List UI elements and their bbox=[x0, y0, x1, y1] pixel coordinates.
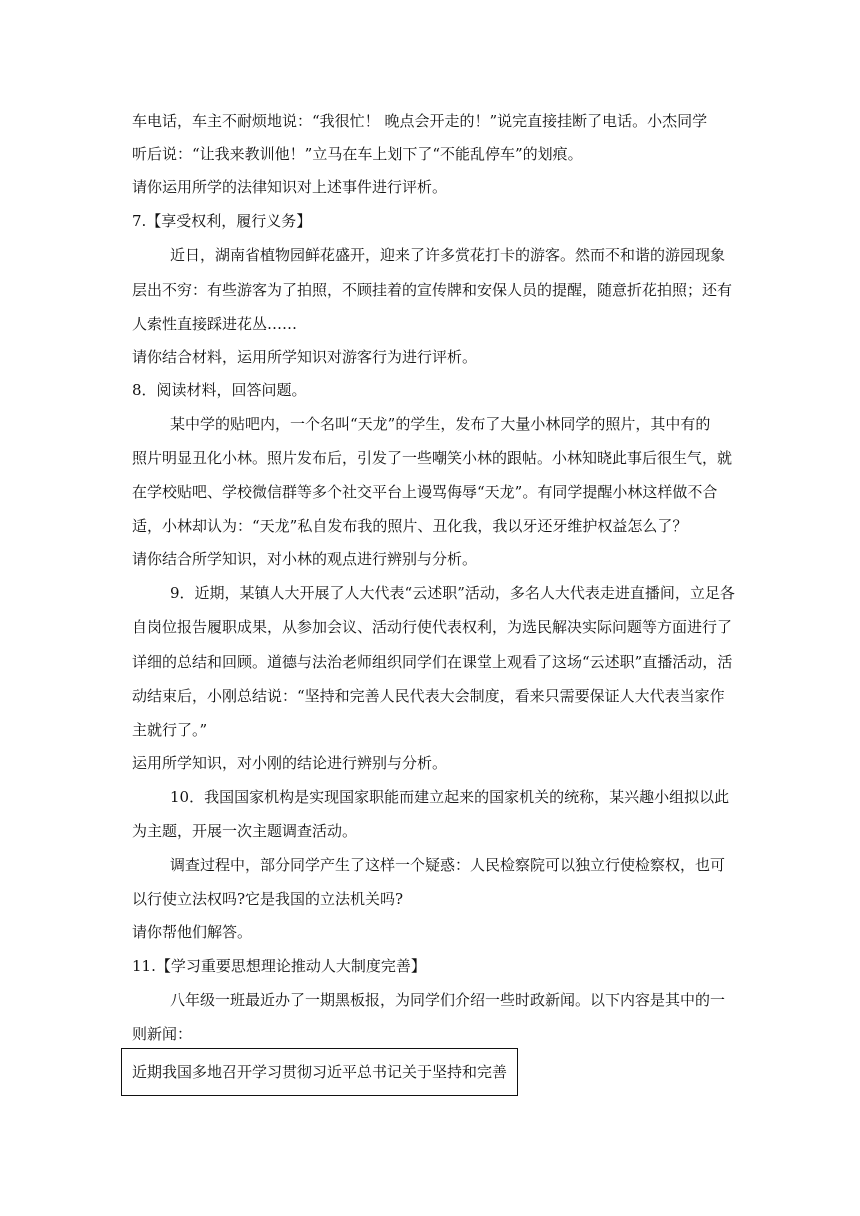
q11-text-line: 则新闻： bbox=[132, 1025, 193, 1043]
q8-text-line: 某中学的贴吧内，一个名叫“天龙”的学生，发布了大量小林同学的照片，其中有的 bbox=[170, 415, 711, 433]
q7-text-line: 近日，湖南省植物园鲜花盛开，迎来了许多赏花打卡的游客。然而不和谐的游园现象 bbox=[170, 246, 726, 264]
news-box-text: 近期我国多地召开学习贯彻习近平总书记关于坚持和完善 bbox=[132, 1063, 508, 1081]
q9-text-line: 详细的总结和回顾。道德与法治老师组织同学们在课堂上观看了这场“云述职”直播活动，活 bbox=[132, 653, 733, 671]
q9-text-line: 自岗位报告履职成果，从参加会议、活动行使代表权利，为选民解决实际问题等方面进行了 bbox=[132, 618, 733, 636]
q8-text-line: 适，小林却认为：“天龙”私自发布我的照片、丑化我，我以牙还牙维护权益怎么了？ bbox=[132, 517, 688, 535]
q9-prompt: 运用所学知识，对小刚的结论进行辨别与分析。 bbox=[132, 754, 448, 772]
q11-heading: 11.【学习重要思想理论推动人大制度完善】 bbox=[132, 957, 426, 975]
q7-text-line: 层出不穷：有些游客为了拍照，不顾挂着的宣传牌和安保人员的提醒，随意折花拍照；还有 bbox=[132, 281, 733, 299]
news-box bbox=[121, 1048, 518, 1096]
q7-heading: 7.【享受权利，履行义务】 bbox=[132, 212, 312, 230]
q6-text-line: 车电话，车主不耐烦地说：“我很忙！ 晚点会开走的！”说完直接挂断了电话。小杰同学 bbox=[132, 112, 708, 130]
q7-prompt: 请你结合材料，运用所学知识对游客行为进行评析。 bbox=[132, 348, 478, 366]
q9-text-line: 9．近期，某镇人大开展了人大代表“云述职”活动，多名人大代表走进直播间，立足各 bbox=[170, 584, 735, 602]
q6-prompt: 请你运用所学的法律知识对上述事件进行评析。 bbox=[132, 178, 448, 196]
q8-prompt: 请你结合所学知识，对小林的观点进行辨别与分析。 bbox=[132, 550, 478, 568]
q9-text-line: 主就行了。” bbox=[132, 721, 208, 739]
q8-text-line: 照片明显丑化小林。照片发布后，引发了一些嘲笑小林的跟帖。小林知晓此事后很生气，就 bbox=[132, 449, 733, 467]
q10-prompt: 请你帮他们解答。 bbox=[132, 923, 253, 941]
q11-text-line: 八年级一班最近办了一期黑板报，为同学们介绍一些时政新闻。以下内容是其中的一 bbox=[170, 991, 726, 1009]
q9-text-line: 动结束后，小刚总结说：“坚持和完善人民代表大会制度，看来只需要保证人大代表当家作 bbox=[132, 687, 725, 705]
q10-text-line: 为主题，开展一次主题调查活动。 bbox=[132, 822, 358, 840]
q7-text-line: 人索性直接踩进花丛…… bbox=[132, 315, 298, 333]
q6-text-line: 听后说：“让我来教训他！”立马在车上划下了“不能乱停车”的划痕。 bbox=[132, 145, 583, 163]
q10-text-line: 10．我国国家机构是实现国家职能而建立起来的国家机关的统称，某兴趣小组拟以此 bbox=[170, 788, 730, 806]
q10-text-line: 以行使立法权吗?它是我国的立法机关吗? bbox=[132, 890, 404, 908]
q8-heading: 8．阅读材料，回答问题。 bbox=[132, 381, 307, 399]
q8-text-line: 在学校贴吧、学校微信群等多个社交平台上谩骂侮辱“天龙”。有同学提醒小林这样做不合 bbox=[132, 483, 718, 501]
q10-text-line: 调查过程中，部分同学产生了这样一个疑惑：人民检察院可以独立行使检察权，也可 bbox=[170, 856, 726, 874]
